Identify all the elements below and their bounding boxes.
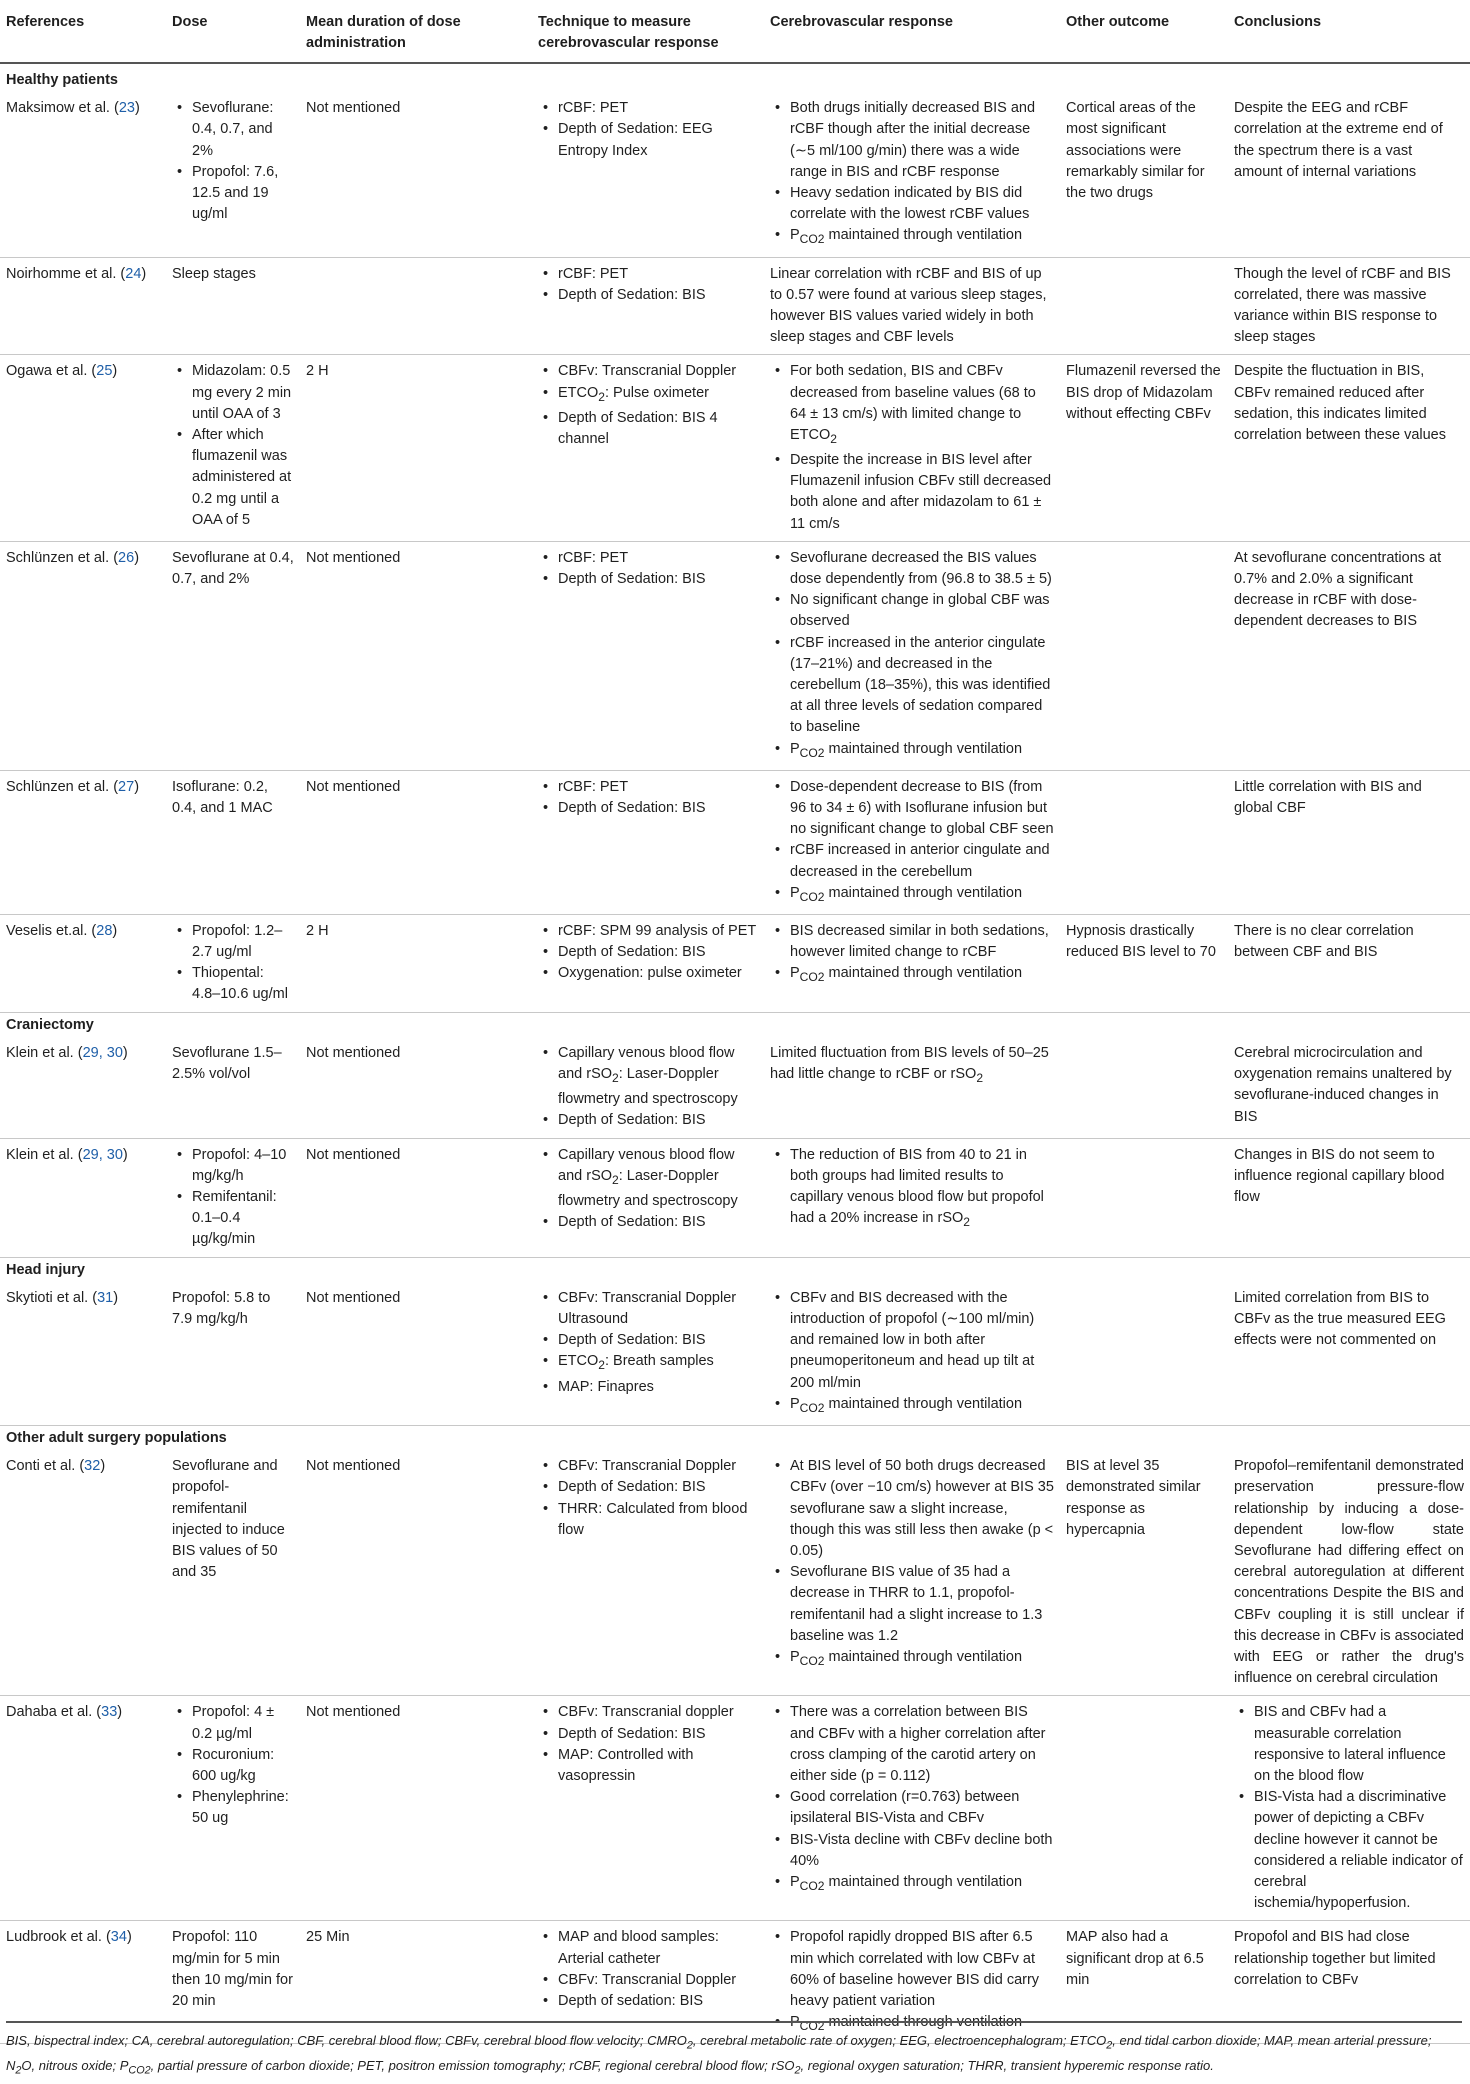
- cell-conclusions: [1228, 1138, 1470, 1257]
- reference-close: ): [122, 1146, 128, 1163]
- cell-response: [764, 914, 1060, 1012]
- cell-other-outcome: [1060, 257, 1228, 355]
- table-row: [0, 1037, 1470, 1138]
- cell-conclusions: [1228, 1450, 1470, 1696]
- table-row: [0, 92, 1470, 257]
- list-item: • CBFv and BIS decreased with the introduction of propofol (∼100 ml/min) and remained low in both after pneumoperitoneum and head up tilt at 200 ml/min: [790, 1288, 1054, 1394]
- response-list: [770, 1456, 1054, 1672]
- list-item: • rCBF increased in anterior cingulate and decreased in the cerebellum: [790, 840, 1054, 882]
- list-item: • $P_{CO2}$ maintained through ventilation: [790, 2012, 1054, 2037]
- response-list: [770, 1145, 1054, 1234]
- list-item: • rCBF: PET: [558, 264, 758, 285]
- cell-dose: [166, 257, 300, 355]
- duration-text: Not mentioned: [306, 778, 401, 795]
- table-row: [0, 770, 1470, 914]
- cell-response: [764, 541, 1060, 770]
- conclusions-text: Despite the fluctuation in BIS, CBFv remained reduced after sedation, this indicates limited correlation between these values: [1234, 363, 1446, 443]
- cell-technique: [532, 355, 764, 542]
- technique-list: [538, 548, 758, 590]
- list-item: • $P_{CO2}$ maintained through ventilation: [790, 883, 1054, 908]
- cell-dose: [166, 1450, 300, 1696]
- table-body: [0, 63, 1470, 2044]
- cell-duration: [300, 770, 532, 914]
- dose-list: [172, 98, 294, 225]
- list-item: • BIS decreased similar in both sedations, however limited change to rCBF: [790, 921, 1054, 963]
- list-item: • rCBF: SPM 99 analysis of PET: [558, 921, 758, 942]
- list-item: • After which flumazenil was administered at 0.2 mg until a OAA of 5: [192, 425, 294, 531]
- list-item: • Propofol: 7.6, 12.5 and 19 ug/ml: [192, 162, 294, 226]
- conclusions-list: [1234, 1702, 1464, 1914]
- cell-response: [764, 1282, 1060, 1426]
- cell-references: [0, 1696, 166, 1921]
- cell-technique: [532, 92, 764, 257]
- reference-close: ): [134, 549, 140, 566]
- col-header-other-outcome: Other outcome: [1060, 8, 1228, 63]
- cell-dose: [166, 92, 300, 257]
- list-item: • rCBF increased in the anterior cingulate (17–21%) and decreased in the cerebellum (18–35%), this was identified at all three levels of sedation compared to baseline: [790, 633, 1054, 739]
- cell-conclusions: [1228, 257, 1470, 355]
- technique-list: [538, 921, 758, 985]
- list-item: • Propofol: 4 ± 0.2 µg/ml: [192, 1702, 294, 1744]
- technique-list: [538, 361, 758, 450]
- conclusions-text: Though the level of rCBF and BIS correlated, there was massive variance within BIS response to sleep stages: [1234, 265, 1451, 346]
- list-item: • MAP: Controlled with vasopressin: [558, 1745, 758, 1787]
- cell-response: [764, 1138, 1060, 1257]
- cell-response: [764, 1696, 1060, 1921]
- cell-other-outcome: [1060, 92, 1228, 257]
- reference-close: ): [112, 363, 118, 380]
- response-list: [770, 1702, 1054, 1897]
- technique-list: [538, 264, 758, 306]
- citation-link[interactable]: 25: [96, 363, 113, 380]
- cell-conclusions: [1228, 355, 1470, 542]
- duration-text: 2 H: [306, 922, 329, 939]
- cell-conclusions: [1228, 92, 1470, 257]
- reference-close: ): [126, 1929, 132, 1946]
- reference-author: Veselis et.al. (: [6, 922, 97, 939]
- duration-text: Not mentioned: [306, 549, 401, 566]
- list-item: • Sevoflurane: 0.4, 0.7, and 2%: [192, 98, 294, 162]
- cell-other-outcome: [1060, 914, 1228, 1012]
- response-text: Limited fluctuation from BIS levels of 50–25 had little change to rCBF or rSO$_2$: [770, 1044, 1049, 1085]
- conclusions-text: There is no clear correlation between CBF and BIS: [1234, 922, 1414, 961]
- list-item: • Propofol: 4–10 mg/kg/h: [192, 1145, 294, 1187]
- list-item: • Sevoflurane decreased the BIS values dose dependently from (96.8 to 38.5 ± 5): [790, 548, 1054, 590]
- list-item: • Capillary venous blood flow and rSO$_2$: Laser-Doppler flowmetry and spectroscopy: [558, 1145, 758, 1213]
- citation-link[interactable]: 24: [125, 265, 142, 282]
- list-item: • For both sedation, BIS and CBFv decreased from baseline values (68 to 64 ± 13 cm/s) with limited change to $ETCO_2$: [790, 361, 1054, 450]
- cell-technique: [532, 1037, 764, 1138]
- reference-close: ): [112, 922, 118, 939]
- list-item: • Thiopental: 4.8–10.6 ug/ml: [192, 963, 294, 1005]
- list-item: • Oxygenation: pulse oximeter: [558, 963, 758, 984]
- technique-list: [538, 1456, 758, 1541]
- citation-link[interactable]: 32: [84, 1458, 101, 1475]
- cell-technique: [532, 257, 764, 355]
- cell-technique: [532, 1696, 764, 1921]
- cell-duration: [300, 541, 532, 770]
- list-item: • BIS-Vista decline with CBFv decline both 40%: [790, 1830, 1054, 1872]
- list-item: • Heavy sedation indicated by BIS did correlate with the lowest rCBF values: [790, 183, 1054, 225]
- cell-duration: [300, 257, 532, 355]
- dose-list: [172, 361, 294, 531]
- list-item: • Depth of sedation: BIS: [558, 1991, 758, 2012]
- duration-text: Not mentioned: [306, 100, 401, 117]
- list-item: • Propofol: 1.2–2.7 ug/ml: [192, 921, 294, 963]
- list-item: • Sevoflurane BIS value of 35 had a decrease in THRR to 1.1, propofol-remifentanil had a slight increase to 1.3 baseline was 1.2: [790, 1562, 1054, 1647]
- cell-other-outcome: [1060, 1450, 1228, 1696]
- cell-other-outcome: [1060, 541, 1228, 770]
- duration-text: Not mentioned: [306, 1289, 401, 1306]
- duration-text: Not mentioned: [306, 1146, 401, 1163]
- cell-response: [764, 1037, 1060, 1138]
- reference-author: Dahaba et al. (: [6, 1704, 102, 1721]
- list-item: • The reduction of BIS from 40 to 21 in both groups had limited results to capillary venous blood flow but propofol had a 20% increase in rSO$_2$: [790, 1145, 1054, 1234]
- cell-conclusions: [1228, 1282, 1470, 1426]
- list-item: • Depth of Sedation: BIS: [558, 1724, 758, 1745]
- other-outcome-text: BIS at level 35 demonstrated similar response as hypercapnia: [1066, 1458, 1201, 1538]
- dose-text: Isoflurane: 0.2, 0.4, and 1 MAC: [172, 778, 273, 816]
- cell-technique: [532, 914, 764, 1012]
- table-row: [0, 1282, 1470, 1426]
- list-item: • Remifentanil: 0.1–0.4 µg/kg/min: [192, 1187, 294, 1251]
- citation-link[interactable]: 33: [101, 1704, 118, 1721]
- cell-duration: [300, 1696, 532, 1921]
- list-item: • CBFv: Transcranial doppler: [558, 1702, 758, 1723]
- cell-technique: [532, 1450, 764, 1696]
- table-footnote: BIS, bispectral index; CA, cerebral autoregulation; CBF, cerebral blood flow; CBFv, cerebral blood flow velocity; $CMRO_2$, cerebral metabolic rate of oxygen; EEG, electroencephalogram; $ETCO_2$, end tidal carbon dioxide; MAP, mean arterial pressure; $N_2O$, nitrous oxide; $P_{CO2}$, partial pressure of carbon dioxide; PET, positron emission tomography; rCBF, regional cerebral blood flow; rSO$_2$, regional oxygen saturation; THRR, transient hyperemic response ratio.: [6, 2021, 1462, 2080]
- cell-conclusions: [1228, 914, 1470, 1012]
- cell-references: [0, 257, 166, 355]
- cell-conclusions: [1228, 1696, 1470, 1921]
- list-item: • rCBF: PET: [558, 548, 758, 569]
- cell-dose: [166, 355, 300, 542]
- list-item: • $P_{CO2}$ maintained through ventilation: [790, 1872, 1054, 1897]
- list-item: • There was a correlation between BIS and CBFv with a higher correlation after cross clamping of the carotid artery on either side (p = 0.112): [790, 1702, 1054, 1787]
- reference-close: ): [100, 1458, 106, 1475]
- cell-other-outcome: [1060, 355, 1228, 542]
- cell-dose: [166, 541, 300, 770]
- dose-list: [172, 921, 294, 1006]
- literature-table: [0, 8, 1470, 2044]
- other-outcome-text: Flumazenil reversed the BIS drop of Midazolam without effecting CBFv: [1066, 363, 1221, 422]
- list-item: • CBFv: Transcranial Doppler Ultrasound: [558, 1288, 758, 1330]
- reference-close: ): [117, 1704, 123, 1721]
- technique-list: [538, 1702, 758, 1787]
- list-item: • Depth of Sedation: BIS: [558, 285, 758, 306]
- conclusions-text: Despite the EEG and rCBF correlation at the extreme end of the spectrum there is a vast amount of internal variations: [1234, 100, 1443, 180]
- cell-other-outcome: [1060, 1282, 1228, 1426]
- reference-author: Skytioti et al. (: [6, 1289, 98, 1306]
- header-row: [0, 8, 1470, 63]
- reference-author: Klein et al. (: [6, 1044, 83, 1061]
- list-item: • Depth of Sedation: BIS: [558, 1212, 758, 1233]
- reference-author: Noirhomme et al. (: [6, 265, 126, 282]
- duration-text: 25 Min: [306, 1929, 350, 1946]
- list-item: • Depth of Sedation: EEG Entropy Index: [558, 119, 758, 161]
- cell-dose: [166, 1696, 300, 1921]
- reference-close: ): [141, 265, 147, 282]
- section-header-row: [0, 63, 1470, 92]
- cell-technique: [532, 770, 764, 914]
- cell-references: [0, 1037, 166, 1138]
- cell-technique: [532, 1282, 764, 1426]
- list-item: • At BIS level of 50 both drugs decreased CBFv (over −10 cm/s) however at BIS 35 sevoflurane saw a slight increase, though this was still less then awake (p < 0.05): [790, 1456, 1054, 1562]
- list-item: • No significant change in global CBF was observed: [790, 590, 1054, 632]
- table-row: [0, 914, 1470, 1012]
- section-header-row: [0, 1257, 1470, 1282]
- citation-link[interactable]: 28: [96, 922, 113, 939]
- cell-duration: [300, 355, 532, 542]
- cell-references: [0, 1282, 166, 1426]
- cell-response: [764, 92, 1060, 257]
- cell-response: [764, 770, 1060, 914]
- cell-response: [764, 355, 1060, 542]
- table-row: [0, 1696, 1470, 1921]
- list-item: • Depth of Sedation: BIS: [558, 1110, 758, 1131]
- dose-text: Sevoflurane at 0.4, 0.7, and 2%: [172, 549, 294, 588]
- list-item: • BIS and CBFv had a measurable correlation responsive to lateral influence on the blood flow: [1254, 1702, 1464, 1787]
- reference-author: Ogawa et al. (: [6, 363, 97, 380]
- reference-author: Klein et al. (: [6, 1146, 83, 1163]
- list-item: • MAP: Finapres: [558, 1377, 758, 1398]
- list-item: • Depth of Sedation: BIS: [558, 1477, 758, 1498]
- list-item: • $P_{CO2}$ maintained through ventilation: [790, 1394, 1054, 1419]
- response-list: [770, 548, 1054, 764]
- duration-text: Not mentioned: [306, 1458, 401, 1475]
- cell-references: [0, 92, 166, 257]
- response-text: Linear correlation with rCBF and BIS of up to 0.57 were found at various sleep stages, however BIS values varied widely in both sleep stages and CBF levels: [770, 265, 1047, 346]
- col-header-response: Cerebrovascular response: [764, 8, 1060, 63]
- col-header-dose: Dose: [166, 8, 300, 63]
- list-item: • Propofol rapidly dropped BIS after 6.5 min which correlated with low CBFv at 60% of baseline however BIS did carry heavy patient variation: [790, 1927, 1054, 2012]
- list-item: • BIS-Vista had a discriminative power of depicting a CBFv decline however it cannot be considered a reliable indicator of cerebral ischemia/hypoperfusion.: [1254, 1787, 1464, 1914]
- list-item: • MAP and blood samples: Arterial catheter: [558, 1927, 758, 1969]
- list-item: • $ETCO_2$: Pulse oximeter: [558, 383, 758, 408]
- section-header-row: [0, 1012, 1470, 1037]
- table-row: [0, 1138, 1470, 1257]
- reference-author: Schlünzen et al. (: [6, 778, 119, 795]
- citation-link[interactable]: 26: [118, 549, 135, 566]
- list-item: • Depth of Sedation: BIS: [558, 942, 758, 963]
- citation-link[interactable]: 31: [97, 1289, 114, 1306]
- cell-duration: [300, 914, 532, 1012]
- conclusions-text: At sevoflurane concentrations at 0.7% and 2.0% a significant decrease in rCBF with dose-dependent decreases to BIS: [1234, 549, 1442, 630]
- cell-references: [0, 1450, 166, 1696]
- conclusions-text: Little correlation with BIS and global CBF: [1234, 778, 1422, 816]
- list-item: • Depth of Sedation: BIS: [558, 1330, 758, 1351]
- cell-other-outcome: [1060, 1138, 1228, 1257]
- cell-duration: [300, 1450, 532, 1696]
- list-item: • Depth of Sedation: BIS: [558, 569, 758, 590]
- cell-technique: [532, 1138, 764, 1257]
- cell-references: [0, 355, 166, 542]
- cell-dose: [166, 1282, 300, 1426]
- cell-references: [0, 770, 166, 914]
- cell-duration: [300, 92, 532, 257]
- list-item: • rCBF: PET: [558, 777, 758, 798]
- col-header-technique: Technique to measure cerebrovascular response: [532, 8, 764, 63]
- technique-list: [538, 1145, 758, 1234]
- list-item: • Dose-dependent decrease to BIS (from 96 to 34 ± 6) with Isoflurane infusion but no significant change to global CBF seen: [790, 777, 1054, 841]
- cell-other-outcome: [1060, 1037, 1228, 1138]
- citation-link[interactable]: 23: [118, 100, 135, 117]
- reference-author: Maksimow et al. (: [6, 100, 119, 117]
- other-outcome-text: Hypnosis drastically reduced BIS level to 70: [1066, 922, 1216, 961]
- cell-references: [0, 914, 166, 1012]
- cell-references: [0, 541, 166, 770]
- list-item: • Depth of Sedation: BIS 4 channel: [558, 408, 758, 450]
- list-item: • $ETCO_2$: Breath samples: [558, 1351, 758, 1376]
- technique-list: [538, 777, 758, 819]
- dose-text: Sevoflurane 1.5–2.5% vol/vol: [172, 1044, 282, 1083]
- cell-dose: [166, 1138, 300, 1257]
- list-item: • Both drugs initially decreased BIS and rCBF though after the initial decrease (∼5 ml/100 g/min) there was a wide range in BIS and rCBF response: [790, 98, 1054, 183]
- col-header-duration: Mean duration of dose administration: [300, 8, 532, 63]
- cell-references: [0, 1138, 166, 1257]
- list-item: • THRR: Calculated from blood flow: [558, 1499, 758, 1541]
- list-item: • Capillary venous blood flow and rSO$_2$: Laser-Doppler flowmetry and spectroscopy: [558, 1043, 758, 1111]
- section-title: Craniectomy: [6, 1016, 94, 1033]
- list-item: • Rocuronium: 600 ug/kg: [192, 1745, 294, 1787]
- citation-link[interactable]: 29, 30: [82, 1044, 123, 1061]
- list-item: • rCBF: PET: [558, 98, 758, 119]
- technique-list: [538, 98, 758, 162]
- response-list: [770, 1288, 1054, 1419]
- cell-duration: [300, 1282, 532, 1426]
- technique-list: [538, 1927, 758, 2012]
- reference-author: Conti et al. (: [6, 1458, 85, 1475]
- response-list: [770, 921, 1054, 989]
- cell-response: [764, 1450, 1060, 1696]
- list-item: • $P_{CO2}$ maintained through ventilation: [790, 739, 1054, 764]
- reference-close: ): [134, 100, 140, 117]
- cell-duration: [300, 1037, 532, 1138]
- citation-link[interactable]: 34: [110, 1929, 127, 1946]
- reference-author: Ludbrook et al. (: [6, 1929, 111, 1946]
- cell-other-outcome: [1060, 770, 1228, 914]
- section-title: Head injury: [6, 1261, 85, 1278]
- dose-text: Sleep stages: [172, 265, 256, 282]
- response-list: [770, 361, 1054, 535]
- list-item: • CBFv: Transcranial Doppler: [558, 1970, 758, 1991]
- cell-conclusions: [1228, 1037, 1470, 1138]
- conclusions-text: Propofol–remifentanil demonstrated preservation pressure-flow relationship by inducing a dose-dependent low-flow state Sevoflurane had differing effect on cerebral autoregulation at different concentrations Despite the BIS and CBFv coupling it is still unclear if this decrease in CBFv is associated with EEG or rather the drug's influence on cerebral circulation: [1234, 1458, 1464, 1687]
- reference-author: Schlünzen et al. (: [6, 549, 119, 566]
- dose-text: Propofol: 110 mg/min for 5 min then 10 mg/min for 20 min: [172, 1929, 293, 2009]
- response-list: [770, 98, 1054, 250]
- reference-close: ): [122, 1044, 128, 1061]
- response-list: [770, 777, 1054, 908]
- list-item: • Phenylephrine: 50 ug: [192, 1787, 294, 1829]
- cell-conclusions: [1228, 541, 1470, 770]
- col-header-references: References: [0, 8, 166, 63]
- cell-other-outcome: [1060, 1696, 1228, 1921]
- dose-text: Sevoflurane and propofol-remifentanil injected to induce BIS values of 50 and 35: [172, 1458, 285, 1581]
- section-header-row: [0, 1425, 1470, 1450]
- citation-link[interactable]: 29, 30: [82, 1146, 123, 1163]
- duration-text: 2 H: [306, 363, 329, 380]
- list-item: • $P_{CO2}$ maintained through ventilation: [790, 1647, 1054, 1672]
- conclusions-text: Propofol and BIS had close relationship together but limited correlation to CBFv: [1234, 1929, 1436, 1988]
- conclusions-text: Limited correlation from BIS to CBFv as the true measured EEG effects were not commented on: [1234, 1289, 1446, 1349]
- list-item: • Despite the increase in BIS level after Flumazenil infusion CBFv still decreased both alone and after midazolam to 61 ± 11 cm/s: [790, 450, 1054, 535]
- cell-dose: [166, 1037, 300, 1138]
- list-item: • CBFv: Transcranial Doppler: [558, 361, 758, 382]
- list-item: • Midazolam: 0.5 mg every 2 min until OAA of 3: [192, 361, 294, 425]
- cell-dose: [166, 914, 300, 1012]
- technique-list: [538, 1288, 758, 1398]
- cell-dose: [166, 770, 300, 914]
- table-row: [0, 541, 1470, 770]
- cell-technique: [532, 541, 764, 770]
- dose-list: [172, 1702, 294, 1829]
- cell-conclusions: [1228, 770, 1470, 914]
- conclusions-text: Changes in BIS do not seem to influence regional capillary blood flow: [1234, 1146, 1445, 1205]
- duration-text: Not mentioned: [306, 1044, 401, 1061]
- other-outcome-text: MAP also had a significant drop at 6.5 min: [1066, 1929, 1204, 1988]
- citation-link[interactable]: 27: [118, 778, 135, 795]
- list-item: • Depth of Sedation: BIS: [558, 798, 758, 819]
- cell-response: [764, 257, 1060, 355]
- section-title: Healthy patients: [6, 72, 118, 88]
- section-title: Other adult surgery populations: [6, 1429, 227, 1446]
- dose-list: [172, 1145, 294, 1251]
- conclusions-text: Cerebral microcirculation and oxygenation remains unaltered by sevoflurane-induced changes in BIS: [1234, 1044, 1452, 1125]
- dose-text: Propofol: 5.8 to 7.9 mg/kg/h: [172, 1289, 271, 1328]
- list-item: • CBFv: Transcranial Doppler: [558, 1456, 758, 1477]
- technique-list: [538, 1043, 758, 1132]
- col-header-conclusions: Conclusions: [1228, 8, 1470, 63]
- table-row: [0, 355, 1470, 542]
- other-outcome-text: Cortical areas of the most significant associations were remarkably similar for the two drugs: [1066, 100, 1205, 202]
- cell-duration: [300, 1138, 532, 1257]
- table-row: [0, 1450, 1470, 1696]
- table-row: [0, 257, 1470, 355]
- reference-close: ): [113, 1289, 119, 1306]
- list-item: • $P_{CO2}$ maintained through ventilation: [790, 225, 1054, 250]
- list-item: • $P_{CO2}$ maintained through ventilation: [790, 963, 1054, 988]
- list-item: • Good correlation (r=0.763) between ipsilateral BIS-Vista and CBFv: [790, 1787, 1054, 1829]
- reference-close: ): [134, 778, 140, 795]
- duration-text: Not mentioned: [306, 1704, 401, 1721]
